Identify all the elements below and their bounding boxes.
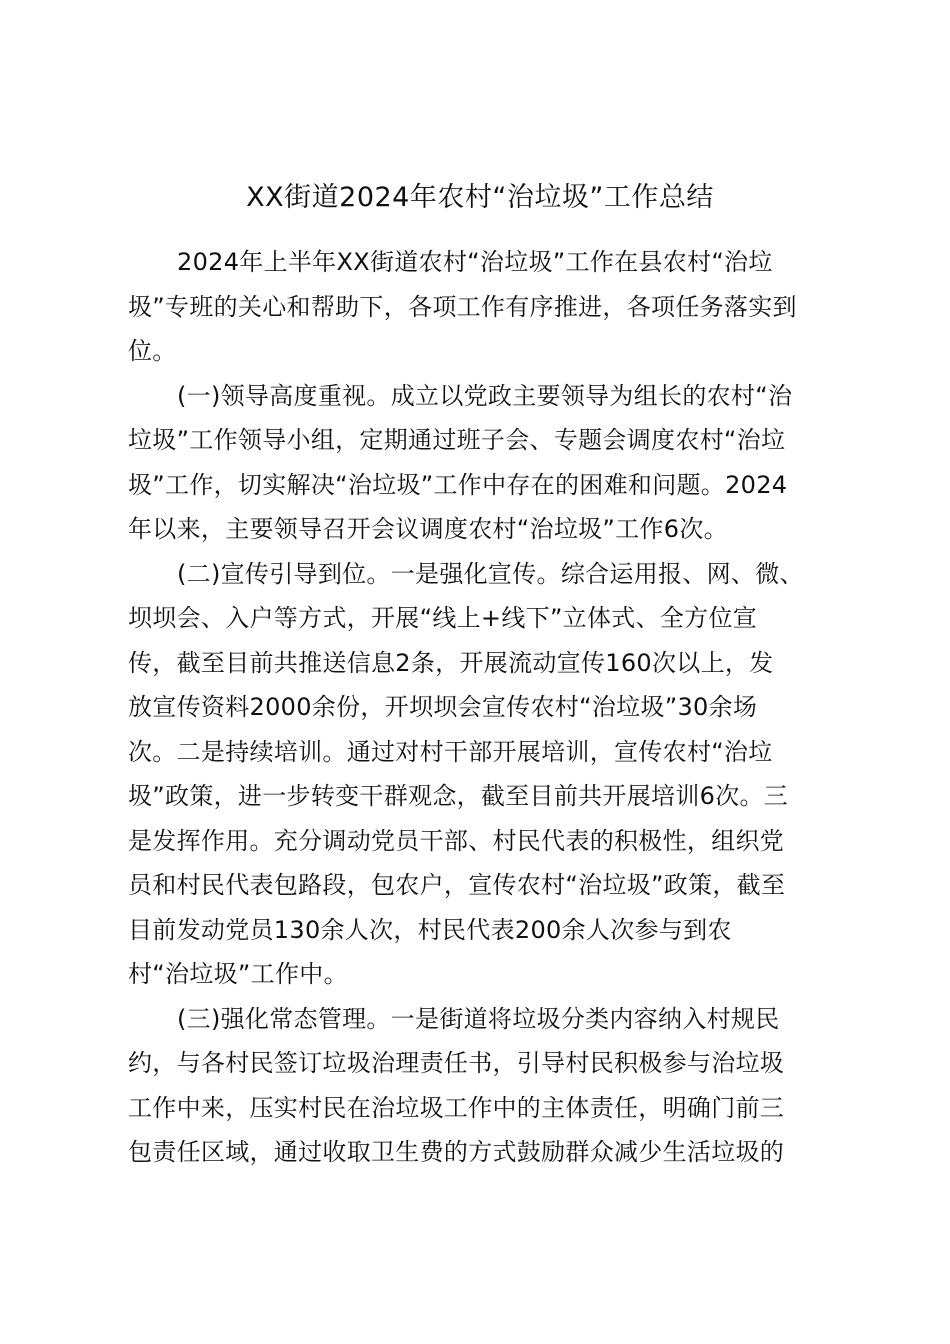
text-line: 圾”政策，进一步转变干群观念，截至目前共开展培训6次。三 bbox=[128, 782, 789, 810]
text-line: 年以来，主要领导召开会议调度农村“治垃圾”工作6次。 bbox=[128, 515, 728, 543]
text-line: 村“治垃圾”工作中。 bbox=[128, 960, 348, 988]
text-line: 放宣传资料2000余份，开坝坝会宣传农村“治垃圾”30余场 bbox=[128, 693, 758, 721]
document-title: XX街道2024年农村“治垃圾”工作总结 bbox=[246, 182, 714, 213]
text-line: 传，截至目前共推送信息2条，开展流动宣传160次以上，发 bbox=[128, 648, 774, 677]
text-line: 是发挥作用。充分调动党员干部、村民代表的积极性，组织党 bbox=[128, 826, 785, 855]
text-line: 位。 bbox=[128, 337, 177, 365]
text-line: 垃圾”工作领导小组，定期通过班子会、专题会调度农村“治垃 bbox=[128, 426, 786, 454]
paragraph-intro bbox=[128, 240, 828, 374]
text-line: 圾”专班的关心和帮助下，各项工作有序推进，各项任务落实到 bbox=[128, 292, 797, 321]
text-line: 圾”工作，切实解决“治垃圾”工作中存在的困难和问题。2024 bbox=[128, 470, 788, 499]
paragraph-publicity bbox=[128, 552, 828, 997]
paragraph-leadership bbox=[128, 374, 828, 552]
text-line: 2024年上半年XX街道农村“治垃圾”工作在县农村“治垃 bbox=[177, 248, 773, 276]
text-line: (二)宣传引导到位。一是强化宣传。综合运用报、网、微、 bbox=[177, 559, 804, 588]
text-line: 目前发动党员130余人次，村民代表200余人次参与到农 bbox=[128, 915, 732, 944]
text-line: (一)领导高度重视。成立以党政主要领导为组长的农村“治 bbox=[177, 381, 793, 410]
paragraph-management bbox=[128, 997, 828, 1175]
text-line: (三)强化常态管理。一是街道将垃圾分类内容纳入村规民 bbox=[177, 1004, 780, 1033]
text-line: 约，与各村民签订垃圾治理责任书，引导村民积极参与治垃圾 bbox=[128, 1049, 785, 1077]
text-line: 次。二是持续培训。通过对村干部开展培训，宣传农村“治垃 bbox=[128, 737, 773, 766]
text-line: 员和村民代表包路段，包农户，宣传农村“治垃圾”政策，截至 bbox=[128, 871, 786, 899]
text-line: 工作中来，压实村民在治垃圾工作中的主体责任，明确门前三 bbox=[128, 1093, 785, 1122]
text-line: 包责任区域，通过收取卫生费的方式鼓励群众减少生活垃圾的 bbox=[128, 1138, 785, 1166]
document-body bbox=[128, 240, 828, 1175]
text-line: 坝坝会、入户等方式，开展“线上+线下”立体式、全方位宣 bbox=[128, 604, 758, 632]
